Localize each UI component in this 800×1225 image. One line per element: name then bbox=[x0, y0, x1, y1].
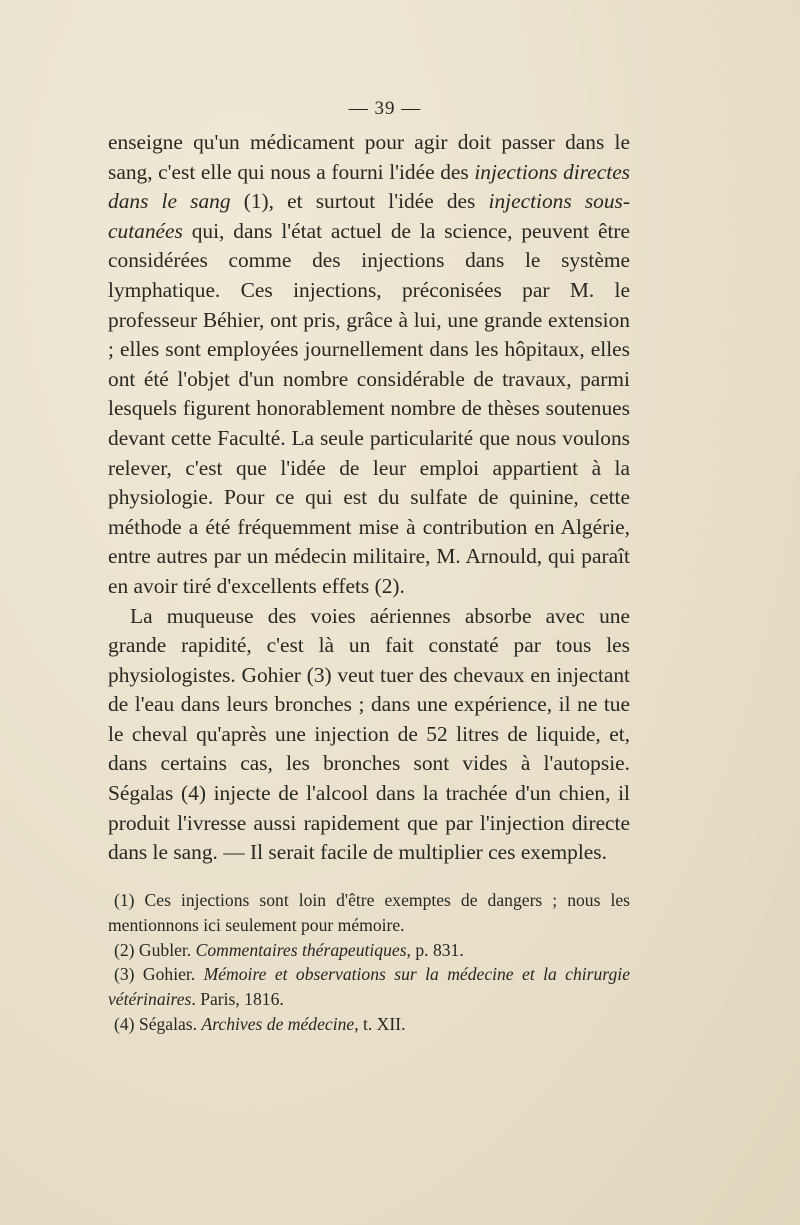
footnote-ref: . Paris, 1816. bbox=[191, 989, 284, 1010]
paragraph-text: enseigne qu'un médicament pour agir doit passer dans le sang, c'est elle qui nous a fourni l'idée des bbox=[108, 130, 630, 184]
footnote-3 bbox=[108, 962, 630, 1012]
footnote-ref: , p. 831. bbox=[406, 939, 464, 960]
paragraph-2: La muqueuse des voies aériennes absorbe avec une grande rapidité, c'est là un fait constaté par tous les physiologistes. Gohier (3) veut tuer des chevaux en injectant de l'eau dans leurs bronches ; dans une expérience, il ne tue le cheval qu'après une injection de 52 litres de liquide, et, dans certains cas, les bronches sont vides à l'autopsie. Ségalas (4) injecte de l'alcool dans la trachée d'un chien, il produit l'ivresse aussi rapidement que par l'injection directe dans le sang. — Il serait facile de multiplier ces exemples. bbox=[108, 603, 630, 865]
footnotes bbox=[108, 888, 630, 1037]
footnote-1: (1) Ces injections sont loin d'être exemptes de dangers ; nous les mentionnons ici seulement pour mémoire. bbox=[108, 890, 630, 935]
footnote-title: Commentaires thérapeutiques bbox=[195, 939, 407, 960]
footnote-author: (2) Gubler. bbox=[114, 939, 196, 960]
paragraph-text: qui, dans l'état actuel de la science, peuvent être considérées comme des injections dans le système lymphatique. Ces injections, préconisées par M. le professeur Béhier, ont pris, grâce à lui, une grande extension ; elles sont employées journellement dans les hôpitaux, elles ont été l'objet d'un nombre considérable de travaux, parmi lesquels figurent honorablement nombre de thèses soutenues devant cette Faculté. La seule particularité que nous voulons relever, c'est que l'idée de leur emploi appartient à la physiologie. Pour ce qui est du sulfate de quinine, cette méthode a été fréquemment mise à contribution en Algérie, entre autres par un médecin militaire, M. Arnould, qui paraît en avoir tiré d'excellents effets (2). bbox=[108, 218, 630, 598]
footnote-title: Mémoire et observations sur la médecine et la chirurgie vétérinaires bbox=[108, 964, 630, 1010]
footnote-author: (3) Gohier. bbox=[114, 964, 204, 985]
paragraph-1 bbox=[108, 128, 630, 602]
footnote-2 bbox=[108, 938, 630, 963]
italic-term: injections sous-cutanées bbox=[108, 189, 630, 243]
body-text bbox=[108, 128, 630, 868]
footnote-4 bbox=[108, 1012, 630, 1037]
paragraph-text: (1), et surtout l'idée des bbox=[230, 189, 489, 214]
footnote-ref: , t. XII. bbox=[354, 1013, 406, 1034]
page-number: — 39 — bbox=[348, 98, 422, 119]
footnote-author: (4) Ségalas. bbox=[114, 1013, 202, 1034]
italic-term: injections directes dans le sang bbox=[108, 159, 631, 214]
footnote-title: Archives de médecine bbox=[201, 1013, 355, 1034]
